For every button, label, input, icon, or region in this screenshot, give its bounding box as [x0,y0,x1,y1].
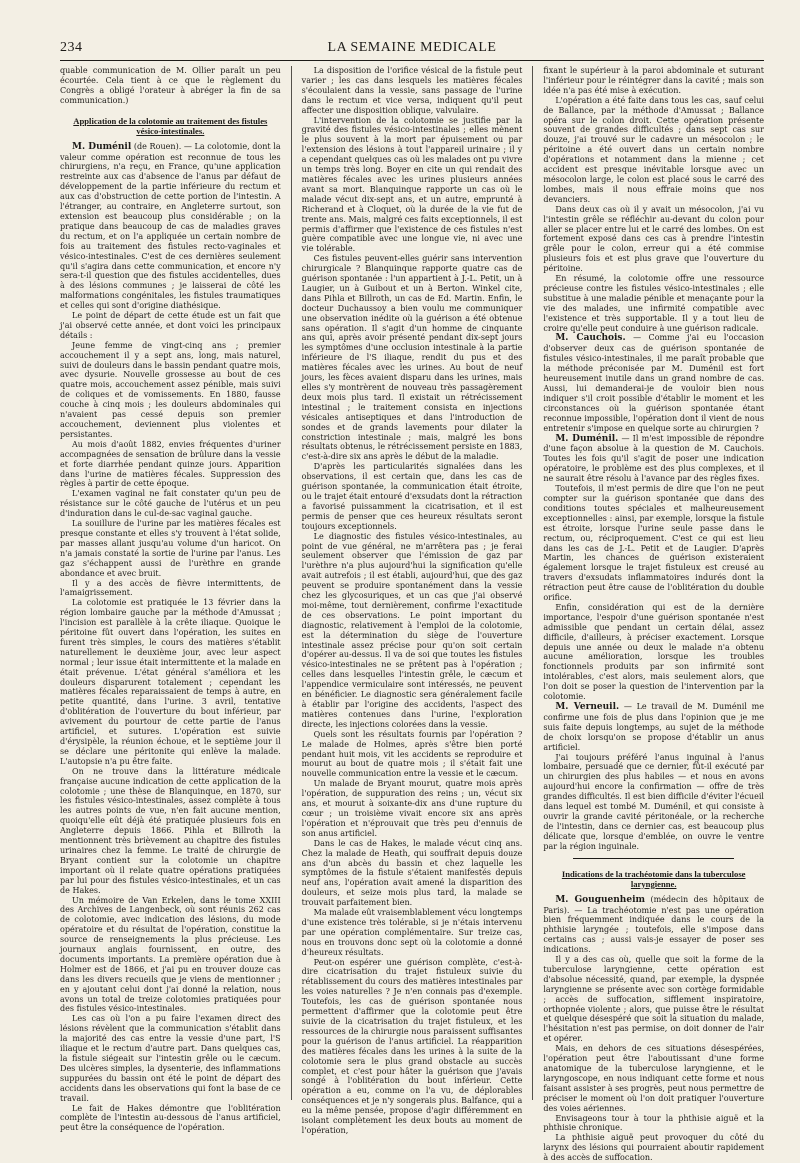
paragraph: Dans deux cas où il y avait un mésocolon, j'ai vu l'intestin grêle se réfléchir au-devant du colon pour aller se placer entre lui et le carré des lombes. On est fortement exposé dans ces cas à prendre l'intestin grêle pour le colon, erreur qui a été commise plusieurs fois et est plus grave que l'ouverture du péritoine. [543,204,765,274]
paragraph: J'ai toujours préféré l'anus inguinal à l'anus lombaire, persuadé que ce dernier, fût-il exécuté par un chirurgien des plus habiles — et nous en avons aujourd'hui encore la confirmation — offre de très grandes difficultés. Il est bien difficile d'éviter l'écueil dans lequel est tombé M. Duménil, et qui consiste à ouvrir la grande cavité péritonéale, or la recherche de l'intestin, dans ce dernier cas, est beaucoup plus délicate que, lorsque d'emblée, on ouvre le ventre par la région inguinale. [543,752,765,851]
column-1 [60,66,281,1133]
text-columns [60,66,765,1163]
paragraph: Au mois d'août 1882, envies fréquentes d'uriner accompagnées de sensation de brûlure dans la vessie et forte diarrhée pendant quinze jours. Apparition dans l'urine de matières fécales. Suppression des règles à partir de cette époque. [60,439,281,489]
paragraph: D'après les particularités signalées dans les observations, il est certain que, dans les cas de guérison spontanée, la communication était étroite, ou le trajet était entouré d'exsudats dont la rétraction a favorisé puissamment la cicatrisation, et il est permis de penser que ces heureux résultats seront toujours exceptionnels. [301,462,523,531]
paragraph: Ces fistules peuvent-elles guérir sans intervention chirurgicale ? Blanquinque rapporte quatre cas de guérison spontanée : l'un appartient à J.-L. Petit, un à Laugier, un à Guibout et un à Berton. Winkel cite, dans Pihla et Billroth, un cas de Ed. Martin. Enfin, le docteur Duchaussoy a bien voulu me communiquer une observation inédite où la guérison a été obtenue sans opération. Il s'agit d'un homme de cinquante ans qui, après avoir présenté pendant dix-sept jours les symptômes d'une occlusion intestinale à la partie inférieure de l'S iliaque, rendit du pus et des matières fécales avec les urines. Au bout de neuf jours, les fèces avaient disparu dans les urines, mais elles s'y montrèrent de nouveau très passagèrement deux mois plus tard. Il existait un rétrécissement intestinal ; le traitement consista en injections vésicales antiseptiques et dans l'introduction de sondes et de grands lavements pour dilater la constriction intestinale ; mais, malgré les bons résultats obtenus, le rétrécissement persiste en 1883, c'est-à-dire six ans après le début de la maladie. [301,254,523,462]
paragraph: quable communication de M. Ollier paraît un peu écourtée. Cela tient à ce que le règlement du Congrès a obligé l'orateur à abréger la fin de sa communication.) [60,66,281,105]
paragraph: La colotomie est pratiquée le 13 février dans la région lombaire gauche par la méthode d'Amussat ; l'incision est parallèle à la crête iliaque. Quoique le péritoine fût ouvert dans l'opération, les suites en furent très simples, le cours des matières s'établit naturellement le deuxième jour, avec leur aspect normal ; leur issue était intermittente et la malade en était prévenue. L'état général s'améliora et les douleurs disparurent totalement ; cependant les matières fécales reparaissaient de temps à autre, en petite quantité, dans l'urine. 3 avril, tentative d'oblitération de l'ouverture du bout inférieur, par avivement du pourtour de cette partie de l'anus artificiel, et sutures. L'opération est suivie d'érysipèle, la réunion échoue, et le septième jour il se déclare une péritonite qui enlève la malade. L'autopsie n'a pu être faite. [60,598,281,766]
paragraph: Peut-on espérer une guérison complète, c'est-à-dire cicatrisation du trajet fistuleux suivie du rétablissement du cours des matières intestinales par les voies naturelles ? Je n'en connais pas d'exemple. Toutefois, les cas de guérison spontanée nous permettent d'affirmer que la colotomie peut être suivie de la cicatrisation du trajet fistuleux, et les ressources de la chirurgie nous paraissent suffisantes pour la guérison de l'anus artificiel. La réapparition des matières fécales dans les urines à la suite de la colotomie sera le plus grand obstacle au succès complet, et c'est pour hâter la guérison que j'avais songé à l'oblitération du bout inférieur. Cette opération a eu, comme on l'a vu, de déplorables conséquences et je n'y songerais plus. Balfance, qui a eu la même pensée, propose d'agir différemment en isolant complètement les deux bouts au moment de l'opération, [301,957,523,1135]
column-divider [532,66,533,1100]
section-divider [573,858,734,859]
paragraph: On ne trouve dans la littérature médicale française aucune indication de cette application de la colotomie ; une thèse de Blanquinque, en 1870, sur les fistules vésico-intestinales, assez complète à tous les autres points de vue, n'en fait aucune mention, quoiqu'elle eût déjà été pratiquée plusieurs fois en Angleterre depuis 1866. Pihla et Billroth la mentionnent très brièvement au chapitre des fistules urinaires chez la femme. Le traité de chirurgie de Bryant contient sur la colotomie un chapitre important où il relate quatre opérations pratiquées par lui pour des fistules vésico-intestinales, et un cas de Hakes. [60,766,281,895]
paragraph: L'examen vaginal ne fait constater qu'un peu de résistance sur le côté gauche de l'utérus et un peu d'induration dans le cul-de-sac vaginal gauche. [60,489,281,519]
paragraph: Le diagnostic des fistules vésico-intestinales, au point de vue général, ne m'arrêtera pas ; je ferai seulement observer que l'émission de gaz par l'urèthre n'a plus aujourd'hui la signification qu'elle avait autrefois ; il est établi, aujourd'hui, que des gaz peuvent se produire spontanément dans la vessie chez les glycosuriques, et un cas que j'ai observé moi-même, tout dernièrement, confirme l'exactitude de ces observations. Le point important du diagnostic, relativement à l'emploi de la colotomie, est la détermination du siège de l'ouverture intestinale assez précise pour qu'on soit certain d'opérer au-dessus. Il va de soi que toutes les fistules vésico-intestinales ne se prêtent pas à l'opération ; celles dans lesquelles l'intestin grêle, le cæcum et l'appendice vermiculaire sont intéressés, ne peuvent en bénéficier. Le diagnostic sera généralement facile à établir par l'origine des accidents, l'aspect des matières contenues dans l'urine, l'exploration directe, les injections colorées dans la vessie. [301,531,523,729]
paragraph: Un malade de Bryant mourut, quatre mois après l'opération, de suppuration des reins ; un, vécut six ans, et mourut à soixante-dix ans d'une rupture du cœur ; un troisième vivait encore six ans après l'opération et n'éprouvait que très peu d'ennuis de son anus artificiel. [301,779,523,838]
author-name: M. Cauchois. [555,333,626,344]
column-2 [301,66,523,1135]
paragraph: Il y a des cas où, quelle que soit la forme de la tuberculose laryngienne, cette opération est d'absolue nécessité, quand, par exemple, la dyspnée laryngienne se présente avec son cortège formidable ; accès de suffocation, sifflement inspiratoire, orthopnée violente ; alors, que puisse être le résultat et quelque désespéré que soit la situation du malade, l'hésitation n'est pas permise, on doit donner de l'air et opérer. [543,955,765,1044]
paragraph: M. Cauchois. — Comme j'ai eu l'occasion d'observer deux cas de guérison spontanée de fistules vésico-intestinales, il me paraît probable que la méthode préconisée par M. Duménil est fort heureusement inutile dans un grand nombre de cas. Aussi, lui demanderai-je de vouloir bien nous indiquer s'il croit possible d'établir le moment et les circonstances où la guérison spontanée étant reconnue impossible, l'opération dont il vient de nous entretenir s'impose en quelque sorte au chirurgien ? [543,333,765,433]
paragraph: Ma malade eût vraisemblablement vécu longtemps d'une existence très tolérable, si je n'étais intervenu par une opération complémentaire. Sur treize cas, nous en trouvons donc sept où la colotomie a donné d'heureux résultats. [301,908,523,957]
paragraph: Dans le cas de Hakes, le malade vécut cinq ans. Chez la malade de Heath, qui souffrait depuis douze ans d'un abcès du bassin et chez laquelle les symptômes de la fistule s'étaient manifestés depuis neuf ans, l'opération avait amené la disparition des douleurs, et seize mois plus tard, la malade se trouvait parfaitement bien. [301,838,523,908]
author-name: M. Gouguenheim [555,894,646,905]
paragraph: La souillure de l'urine par les matières fécales est presque constante et elles s'y trouvent à l'état solide, par masses allant jusqu'au volume d'un haricot. On n'a jamais constaté la sortie de l'urine par l'anus. Les gaz s'échappent aussi de l'urèthre en grande abondance et avec bruit. [60,519,281,578]
paragraph: Le fait de Hakes démontre que l'oblitération complète de l'intestin au-dessous de l'anus artificiel, peut être la conséquence de l'opération. [60,1103,281,1133]
author-name: M. Verneuil. [555,702,620,712]
paragraph: Jeune femme de vingt-cinq ans ; premier accouchement il y a sept ans, long, mais naturel, suivi de douleurs dans le bassin pendant quatre mois, avec dysurie. Nouvelle grossesse au bout de ces quatre mois, accouchement assez pénible, mais suivi de coliques et de vomissements. En 1880, fausse couche à cinq mois ; les douleurs abdominales qui n'avaient pas cessé depuis son premier accouchement, deviennent plus violentes et persistantes. [60,340,281,439]
paragraph: En résumé, la colotomie offre une ressource précieuse contre les fistules vésico-intestinales ; elle substitue à une maladie pénible et menaçante pour la vie des malades, une infirmité compatible avec l'existence et très supportable. Il y a tout lieu de croire qu'elle peut conduire à une guérison radicale. [543,274,765,333]
running-head [60,40,764,58]
page-number: 234 [60,40,83,55]
header-rule [60,60,764,61]
paragraph: M. Duménil (de Rouen). — La colotomie, dont la valeur comme opération est reconnue de tous les chirurgiens, n'a reçu, en France, qu'une application restreinte aux cas d'absence de l'anus par défaut de développement de la partie inférieure du rectum et aux cas d'obstruction de cette portion de l'intestin. A l'étranger, au contraire, en Angleterre surtout, son extension est beaucoup plus considérable ; on la pratique dans beaucoup de cas de maladies graves du rectum, et on l'a appliquée un certain nombre de fois au traitement des fistules recto-vaginales et vésico-intestinales. C'est de ces dernières seulement qu'il s'agira dans cette communication, et encore n'y sera-t-il question que des fistules accidentelles, dues à des lésions communes ; je laisserai de côté les malformations congénitales, les fistules traumatiques et celles qui sont d'origine diathésique. [60,141,281,311]
paragraph: Envisageons tour à tour la phthisie aiguë et la phthisie chronique. [543,1113,765,1133]
paragraph: Le point de départ de cette étude est un fait que j'ai observé cette année, et dont voici les principaux détails : [60,311,281,340]
paragraph: Il y a des accès de fièvre intermittents, de l'amaigrissement. [60,578,281,598]
paragraph: L'intervention de la colotomie se justifie par la gravité des fistules vésico-intestinales ; elles mènent le plus souvent à la mort par épuisement ou par l'extension des lésions à tout l'appareil urinaire ; il y a cependant quelques cas où les malades ont pu vivre un temps très long. Boyer en cite un qui rendait des matières fécales avec les urines plusieurs années avant sa mort. Blanquinque rapporte un cas où le malade vécut dix-sept ans, et un autre, emprunté à Richerand et à Cloquet, où la durée de la vie fut de trente ans. Mais, malgré ces faits exceptionnels, il est permis d'affirmer que l'existence de ces fistules n'est guère compatible avec une longue vie, ni avec une vie tolérable. [301,115,523,254]
journal-title: LA SEMAINE MEDICALE [327,40,497,55]
paragraph: La disposition de l'orifice vésical de la fistule peut varier ; les cas dans lesquels les matières fécales s'écoulaient dans la vessie, sans passage de l'urine dans le rectum et vice versa, indiquent qu'il peut affecter une disposition oblique, valvulaire. [301,66,523,115]
section-title: Indications de la trachéotomie dans la tuberculose laryngienne. [561,868,746,889]
column-3 [543,66,765,1163]
paragraph: M. Duménil. — Il m'est impossible de répondre d'une façon absolue à la question de M. Cauchois. Toutes les fois qu'il s'agit de poser une indication opératoire, le problème est des plus complexes, et il ne saurait être résolu à l'avance par des règles fixes. [543,433,765,484]
paragraph: M. Verneuil. — Le travail de M. Duménil me confirme une fois de plus dans l'opinion que je me suis faite depuis longtemps, au sujet de la méthode de choix lorsqu'on se propose d'établir un anus artificiel. [543,702,765,752]
paragraph: Mais, en dehors de ces situations désespérées, l'opération peut être l'aboutissant d'une forme anatomique de la tuberculose laryngienne, et le laryngoscope, en nous indiquant cette forme et nous faisant assister à ses progrès, peut nous permettre de préciser le moment où l'on doit pratiquer l'ouverture des voies aériennes. [543,1044,765,1113]
paragraph: Les cas où l'on a pu faire l'examen direct des lésions révèlent que la communication s'établit dans la majorité des cas entre la vessie d'une part, l'S iliaque et le rectum d'autre part. Dans quelques cas, la fistule siégeait sur l'intestin grêle ou le cæcum. Des ulcères simples, la dysenterie, des inflammations suppurées du bassin ont été le point de départ des accidents dans les observations qui font la base de ce travail. [60,1014,281,1103]
author-name: M. Duménil. [555,433,619,444]
paragraph: Toutefois, il m'est permis de dire que l'on ne peut compter sur la guérison spontanée que dans des conditions toutes spéciales et malheureusement exceptionnelles : ainsi, par exemple, lorsque la fistule est étroite, lorsque l'urine seule passe dans le rectum, ou, réciproquement. C'est ce qui est lieu dans les cas de J.-L. Petit et de Laugier. D'après Martin, les chances de guérison existeraient également lorsque le trajet fistuleux est creusé au travers d'exsudats inflammatoires indurés dont la rétraction peut être cause de l'oblitération du double orifice. [543,484,765,603]
column-divider [291,66,292,1100]
paragraph: Enfin, considération qui est de la dernière importance, l'espoir d'une guérison spontanée n'est admissible que pendant un certain délai, assez difficile, d'ailleurs, à préciser exactement. Lorsque depuis une année ou deux le malade n'a obtenu aucune amélioration, lorsque les troubles fonctionnels produits par son infirmité sont intolérables, c'est alors, mais seulement alors, que l'on doit se poser la question de l'intervention par la colotomie. [543,602,765,702]
paragraph: M. Gouguenheim (médecin des hôpitaux de Paris). — La trachéotomie n'est pas une opération bien fréquemment indiquée dans le cours de la phthisie laryngée ; toutefois, elle s'impose dans certains cas ; aussi vais-je essayer de poser ses indications. [543,894,765,955]
paragraph: fixant le supérieur à la paroi abdominale et suturant l'inférieur pour le réintégrer dans la cavité ; mais son idée n'a pas été mise à exécution. [543,66,765,95]
paragraph: La phthisie aiguë peut provoquer du côté du larynx des lésions qui pourraient aboutir rapidement à des accès de suffocation. [543,1133,765,1163]
author-name: M. Duménil [72,141,132,152]
paragraph: Quels sont les résultats fournis par l'opération ? Le malade de Holmes, après s'être bien porté pendant huit mois, vit les accidents se reproduire et mourut au bout de quatre mois ; il s'était fait une nouvelle communication entre la vessie et le cæcum. [301,729,523,779]
section-title: Application de la colotomie au traitement des fistules vésico-intestinales. [73,115,268,136]
paragraph: Un mémoire de Van Erkelen, dans le tome XXIII des Archives de Langenbeck, où sont réunis 262 cas de colotomie, avec indication des lésions, du mode opératoire et du résultat de l'opération, constitue la source de renseignements la plus précieuse. Les journaux anglais fournissent, en outre, des documents importants. La première opération due à Holmer est de 1866, et j'ai pu en trouver douze cas dans les divers recueils que je viens de mentionner ; en y ajoutant celui dont j'ai donné la relation, nous avons un total de treize colotomies pratiquées pour des fistules vésico-intestinales. [60,895,281,1014]
paragraph: L'opération a été faite dans tous les cas, sauf celui de Ballance, par la méthode d'Amussat ; Ballance opéra sur le colon droit. Cette opération présente souvent de grandes difficultés ; dans sept cas sur douze, j'ai trouvé sur le cadavre un mésocolon ; le péritoine a été ouvert dans un certain nombre d'opérations et notamment dans la mienne ; cet accident est presque inévitable lorsque avec un mésocolon large, le colon est placé sous le carré des lombes, mais il nous effraie moins que nos devanciers. [543,95,765,204]
